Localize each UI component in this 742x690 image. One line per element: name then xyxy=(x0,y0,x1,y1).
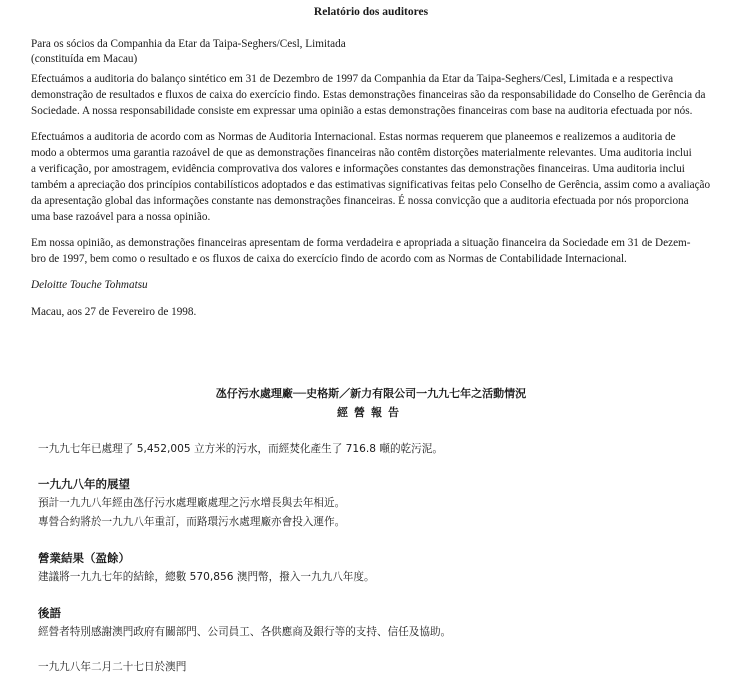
signature: Deloitte Touche Tohmatsu xyxy=(31,279,148,291)
chinese-intro: 一九九七年已處理了 5,452,005 立方米的污水，而經焚化產生了 716.8 噸的乾污泥。 xyxy=(38,443,443,455)
paragraph-2-line-5: da apresentação global das informações constante nas demonstrações financeiras. É nossa convicção que a auditoria efectuada por nós proporciona xyxy=(31,195,689,207)
paragraph-2-line-3: a verificação, por amostragem, evidência comprovativa dos valores e informações constantes das demonstrações financeiras. Uma auditoria inclui xyxy=(31,163,685,175)
results-line: 建議將一九九七年的結餘，總數 570,856 澳門幣，撥入一九九八年度。 xyxy=(38,571,375,583)
addressee-line-2: (constituída em Macau) xyxy=(31,53,138,65)
outlook-heading: 一九九八年的展望 xyxy=(38,477,130,491)
chinese-date-line: 一九九八年二月二十七日於澳門 xyxy=(38,661,187,673)
paragraph-3-line-2: bro de 1997, bem como o resultado e os fluxos de caixa do exercício findo de acordo com as Normas de Contabilidade Internacional. xyxy=(31,253,627,265)
addressee-line-1: Para os sócios da Companhia da Etar da Taipa-Seghers/Cesl, Limitada xyxy=(31,38,346,50)
outlook-line-1: 預計一九九八年經由氹仔污水處理廠處理之污水增長與去年相近。 xyxy=(38,497,346,509)
closing-line: 經營者特別感謝澳門政府有關部門、公司員工、各供應商及銀行等的支持、信任及協助。 xyxy=(38,626,452,638)
paragraph-2-line-4: também a apreciação dos princípios contabilísticos adoptados e das estimativas significativas feitas pelo Conselho de Gerência, assim como a avaliação xyxy=(31,179,711,191)
paragraph-1-line-3: Sociedade. A nossa responsabilidade consiste em expressar uma opinião a estas demonstrações financeiras com base na auditoria efectuada por nós. xyxy=(31,105,693,117)
paragraph-3-line-1: Em nossa opinião, as demonstrações financeiras apresentam de forma verdadeira e apropriada a situação financeira da Sociedade em 31 de Dezem- xyxy=(31,237,691,249)
paragraph-1-line-1: Efectuámos a auditoria do balanço sintético em 31 de Dezembro de 1997 da Companhia da Etar da Taipa-Seghers/Cesl, Limitada e a respectiva xyxy=(31,73,674,85)
chinese-report-title: 氹仔污水處理廠──史格斯／新力有限公司一九九七年之活動情況 xyxy=(215,387,527,400)
paragraph-2-line-1: Efectuámos a auditoria de acordo com as Normas de Auditoria Internacional. Estas normas requerem que planeemos e realizemos a auditoria de xyxy=(31,131,676,143)
paragraph-1-line-2: demonstração de resultados e fluxos de caixa do exercício findo. Estas demonstrações financeiras são da responsabilidade do Conselho de Gerência da xyxy=(31,89,706,101)
paragraph-2-line-6: uma base razoável para a nossa opinião. xyxy=(31,211,211,223)
chinese-report-subtitle: 經營報告 xyxy=(337,406,405,419)
paragraph-2-line-2: modo a obtermos uma garantia razoável de que as demonstrações financeiras não contêm distorções materialmente relevantes. Uma auditoria inclui xyxy=(31,147,692,159)
place-date: Macau, aos 27 de Fevereiro de 1998. xyxy=(31,306,197,318)
auditors-report-title: Relatório dos auditores xyxy=(313,6,429,18)
outlook-line-2: 專營合約將於一九九八年重訂，而路環污水處理廠亦會投入運作。 xyxy=(38,516,346,528)
closing-heading: 後語 xyxy=(38,606,61,620)
results-heading: 營業結果（盈餘） xyxy=(38,551,130,565)
